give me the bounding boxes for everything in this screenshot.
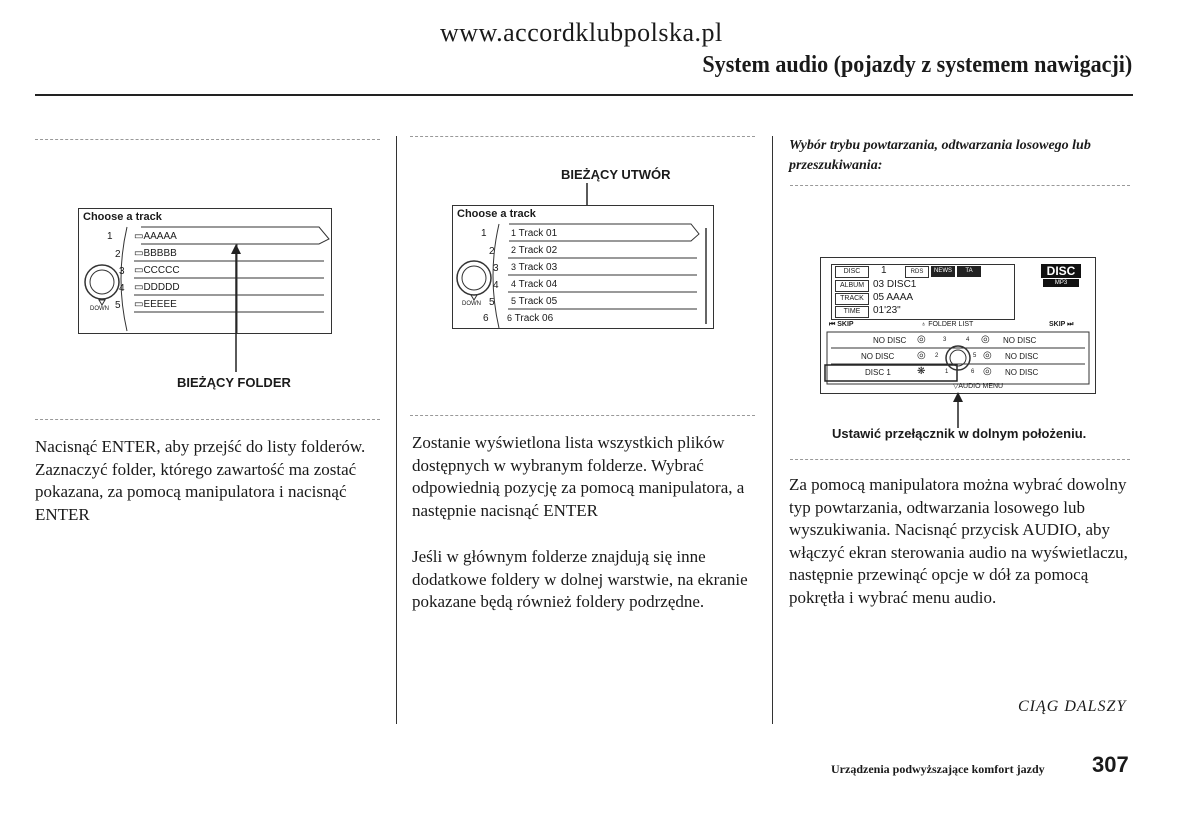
track-row-6[interactable]: 6 Track 06 [507,313,554,324]
frame-top-1 [35,139,380,140]
paragraph-folder: Nacisnąć ENTER, aby przejść do listy folderów. Zaznaczyć folder, którego zawartość ma zostać pokazana, za pomocą manipulatora i nacisnąć ENTER [35,437,366,524]
frame-bottom-2 [410,415,755,416]
frame-bottom-1 [35,419,380,420]
callout-current-folder: BIEŻĄCY FOLDER [177,375,291,390]
page-number: 307 [1092,752,1129,777]
track-value: 05 AAAA [873,292,914,303]
paragraph-tracks: Zostanie wyświetlona lista wszystkich plików dostępnych w wybranym folderze. Wybrać odpowiednią pozycję za pomocą manipulatora, a następnie nacisnąć ENTER [412,433,745,520]
news-indicator: NEWS [931,266,955,277]
ta-indicator: TA [957,266,981,277]
disc-badge: DISC [1041,264,1081,278]
mp3-badge: MP3 [1043,279,1079,287]
slot-1-number: 1 [945,369,949,375]
disc-label: DISC [835,266,869,278]
audio-menu-button[interactable]: ▽AUDIO MENU [953,383,1004,390]
frame-bottom-3 [790,459,1130,460]
album-label: ALBUM [835,280,869,292]
disc-icon: ◎ [981,334,990,345]
skip-forward-icon: ⏭ [1067,321,1074,328]
down-label: DOWN [90,306,109,312]
album-value: 03 DISC1 [873,279,917,290]
slot-5-name: NO DISC [1005,352,1039,361]
folder-list-screen [78,208,332,334]
slot-6-name: NO DISC [1005,368,1039,377]
folder-row-4[interactable]: ▭DDDDD [134,282,180,293]
skip-back-icon: ⏮ [829,321,836,328]
folder-icon: ▭ [134,248,144,259]
chevron-down-icon: ▽ [953,383,959,390]
folder-number-5: 5 [115,300,121,311]
slot-2-number: 2 [935,353,939,359]
callout-current-track: BIEŻĄCY UTWÓR [561,167,671,182]
folder-row-5[interactable]: ▭EEEEE [134,299,177,310]
track-row-5[interactable]: 5 Track 05 [511,296,558,307]
folder-row-2[interactable]: ▭BBBBB [134,248,177,259]
folder-icon: ▭ [134,231,144,242]
time-value: 01'23" [873,305,901,316]
changer-graphics [821,258,1095,393]
header-rule [35,94,1133,96]
folder-row-3[interactable]: ▭CCCCC [134,265,180,276]
switch-caption: Ustawić przełącznik w dolnym położeniu. [832,426,1087,441]
continued-label: CIĄG DALSZY [1018,698,1127,715]
folder-icon: ▭ [134,265,144,276]
folder-icon: ▭ [134,299,144,310]
slot-4-number: 4 [966,337,970,343]
folder-row-1[interactable]: ▭AAAAA [134,231,177,242]
side-number-4: 4 [493,280,499,291]
slot-3-number: 3 [943,337,947,343]
folder-list-icon: ♁ [921,321,927,328]
time-label: TIME [835,306,869,318]
column-divider-1 [396,136,397,724]
folder-number-3: 3 [119,266,125,277]
track-row-1[interactable]: 1 Track 01 [511,228,558,239]
section-heading: Wybór trybu powtarzania, odtwarzania losowego lub przeszukiwania: [789,138,1091,173]
page-title: System audio (pojazdy z systemem nawigacji) [702,52,1132,78]
rds-indicator: RDS [905,266,929,278]
track-row-3[interactable]: 3 Track 03 [511,262,558,273]
slot-1-name[interactable]: DISC 1 [865,368,891,377]
switch-arrow [952,392,964,428]
frame-top-3 [790,185,1130,186]
side-number-1: 1 [481,228,487,239]
skip-back-button[interactable]: ⏮ SKIP [829,321,854,328]
screen-title: Choose a track [457,208,536,220]
disc-icon: ◎ [983,366,992,377]
slot-4-name: NO DISC [1003,336,1037,345]
folder-list-graphics [79,209,331,333]
footer-section: Urządzenia podwyższające komfort jazdy [831,762,1045,776]
column-divider-2 [772,136,773,724]
disc-icon: ◎ [917,350,926,361]
skip-forward-button[interactable]: SKIP ⏭ [1049,321,1074,328]
disc-icon: ◎ [983,350,992,361]
slot-3-name: NO DISC [873,336,907,345]
screen-title: Choose a track [83,211,162,223]
track-label: TRACK [835,293,869,305]
folder-number-1: 1 [107,231,113,242]
callout-arrow-folder [230,244,242,372]
site-url: www.accordklubpolska.pl [440,18,723,47]
paragraph-audio: Za pomocą manipulatora można wybrać dowolny typ powtarzania, odtwarzania losowego lub wyszukiwania. Nacisnąć przycisk AUDIO, aby włączyć ekran sterowania audio na wyświetlaczu, następnie przewinąć opcje w dół za pomocą pokrętła i wybrać menu audio. [789,475,1128,607]
disc-value: 1 [881,265,887,276]
down-label: DOWN [462,301,481,307]
folder-number-4: 4 [119,283,125,294]
side-number-5: 5 [489,297,495,308]
frame-top-2 [410,136,755,137]
side-number-3: 3 [493,263,499,274]
folder-number-2: 2 [115,249,121,260]
track-row-2[interactable]: 2 Track 02 [511,245,558,256]
audio-screen [820,257,1096,394]
track-list-graphics [453,206,713,328]
slot-5-number: 5 [973,353,977,359]
disc-playing-icon: ❋ [917,366,926,377]
paragraph-subfolders: Jeśli w głównym folderze znajdują się inne dodatkowe foldery w dolnej warstwie, na ekranie pokazane będą również foldery podrzędne. [412,547,748,611]
slot-2-name: NO DISC [861,352,895,361]
slot-6-number: 6 [971,369,975,375]
folder-icon: ▭ [134,282,144,293]
side-number-6: 6 [483,313,489,324]
folder-list-button[interactable]: ♁ FOLDER LIST [921,321,974,328]
track-row-4[interactable]: 4 Track 04 [511,279,558,290]
track-list-screen [452,205,714,329]
side-number-2: 2 [489,246,495,257]
disc-icon: ◎ [917,334,926,345]
